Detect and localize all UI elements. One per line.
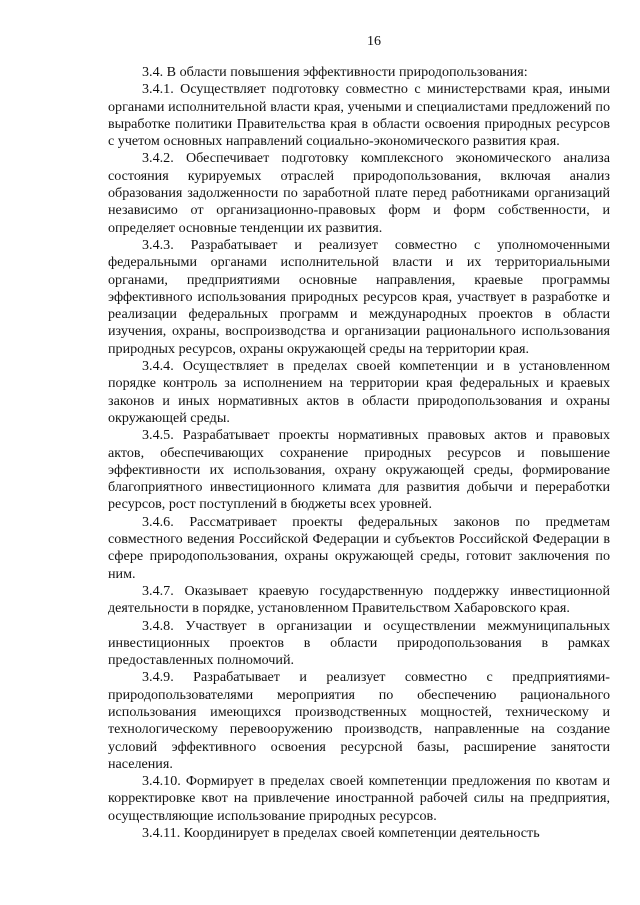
paragraph-3-4-9: 3.4.9. Разрабатывает и реализует совместно с предприятиями-природопользователями мероприятия по обеспечению рационального использования имеющихся производственных мощностей, техническому и технологическому перевооружению производств, направленные на создание условий эффективного освоения ресурсной базы, расширение занятости населения.	[108, 669, 610, 772]
paragraph-3-4-4: 3.4.4. Осуществляет в пределах своей компетенции и в установленном порядке контроль за исполнением на территории края федеральных и краевых законов и иных нормативных актов в области природопользования и охраны окружающей среды.	[108, 358, 610, 426]
paragraph-3-4-5: 3.4.5. Разрабатывает проекты нормативных правовых актов и правовых актов, обеспечивающих сохранение природных ресурсов и повышение эффективности их использования, охрану окружающей среды, формирование благоприятного инвестиционного климата для развития добычи и переработки ресурсов, рост поступлений в бюджеты всех уровней.	[108, 427, 610, 513]
page-number: 16	[367, 34, 381, 49]
paragraph-3-4-8: 3.4.8. Участвует в организации и осуществлении межмуниципальных инвестиционных проектов в области природопользования в рамках предоставленных полномочий.	[108, 617, 610, 669]
section-heading: 3.4. В области повышения эффективности природопользования:	[142, 64, 528, 80]
paragraph-3-4-3: 3.4.3. Разрабатывает и реализует совместно с уполномоченными федеральными органами исполнительной власти и их территориальными органами, предприятиями основные направления, краевые программы эффективного использования природных ресурсов края, участвует в разработке и реализации федеральных программ и международных проектов в области изучения, охраны, воспроизводства и организации рационального использования природных ресурсов, охраны окружающей среды на территории края.	[108, 236, 610, 357]
paragraph-3-4-10: 3.4.10. Формирует в пределах своей компетенции предложения по квотам и корректировке квот на привлечение иностранной рабочей силы на предприятия, осуществляющие использование природных ресурсов.	[108, 773, 610, 824]
paragraph-3-4-11: 3.4.11. Координирует в пределах своей компетенции деятельность	[142, 825, 540, 842]
paragraph-3-4-1: 3.4.1. Осуществляет подготовку совместно с министерствами края, иными органами исполнительной власти края, учеными и специалистами предложений по выработке политики Правительства края в области освоения природных ресурсов с учетом основных направлений социально-экономического развития края.	[108, 81, 610, 150]
paragraph-3-4-2: 3.4.2. Обеспечивает подготовку комплексного экономического анализа состояния курируемых отраслей природопользования, включая анализ образования задолженности по заработной плате перед работниками организаций независимо от организационно-правовых форм и форм собственности, и определяет основные тенденции их развития.	[108, 150, 610, 236]
paragraph-3-4-6: 3.4.6. Рассматривает проекты федеральных законов по предметам совместного ведения Российской Федерации и субъектов Российской Федерации в сфере природопользования, охраны окружающей среды, готовит заключения по ним.	[108, 513, 610, 582]
paragraph-3-4-7: 3.4.7. Оказывает краевую государственную поддержку инвестиционной деятельности в порядке, установленном Правительством Хабаровского края.	[108, 582, 610, 617]
